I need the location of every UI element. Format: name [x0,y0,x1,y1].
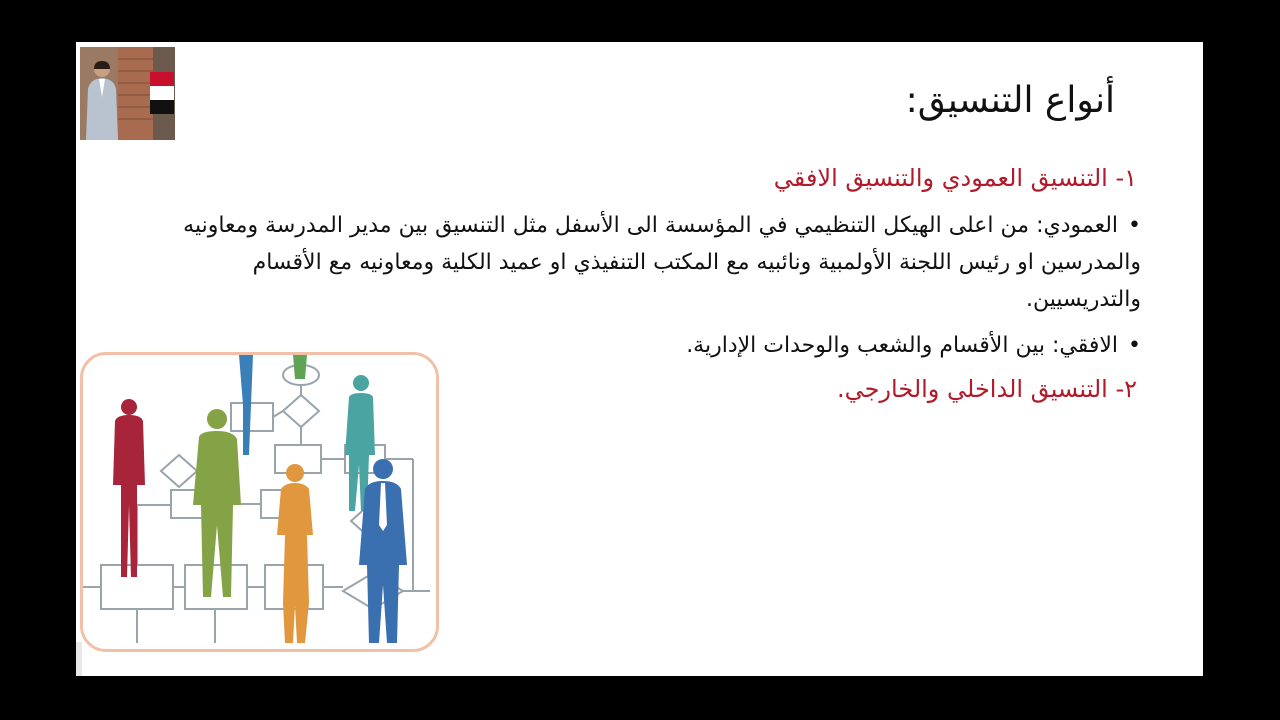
slide-edge [76,642,82,676]
presenter-image [80,47,175,140]
heading-internal-external: ٢- التنسيق الداخلي والخارجي. [836,375,1137,403]
bullet-vertical-text: العمودي: من اعلى الهيكل التنظيمي في المؤسسة الى الأسفل مثل التنسيق بين مدير المدرسة ومعاونيه والمدرسين او رئيس اللجنة الأولمبية ونائبيه مع المكتب التنفيذي او عميد الكلية ومعاونيه مع الأقسام والتدريسيين. [183,213,1141,312]
org-chart-illustration [80,352,439,652]
bullet-horizontal-text: الافقي: بين الأقسام والشعب والوحدات الإدارية. [686,333,1119,358]
bullet-dot: • [1128,213,1141,238]
heading-vertical-horizontal: ١- التنسيق العمودي والتنسيق الافقي [773,164,1137,192]
people-flowchart-image [83,355,430,643]
presenter-photo [80,47,175,140]
slide-title: أنواع التنسيق: [905,80,1115,121]
bullet-vertical [181,207,1141,318]
bullet-dot: • [1128,333,1141,358]
bullet-horizontal [581,327,1141,364]
slide [76,42,1203,676]
